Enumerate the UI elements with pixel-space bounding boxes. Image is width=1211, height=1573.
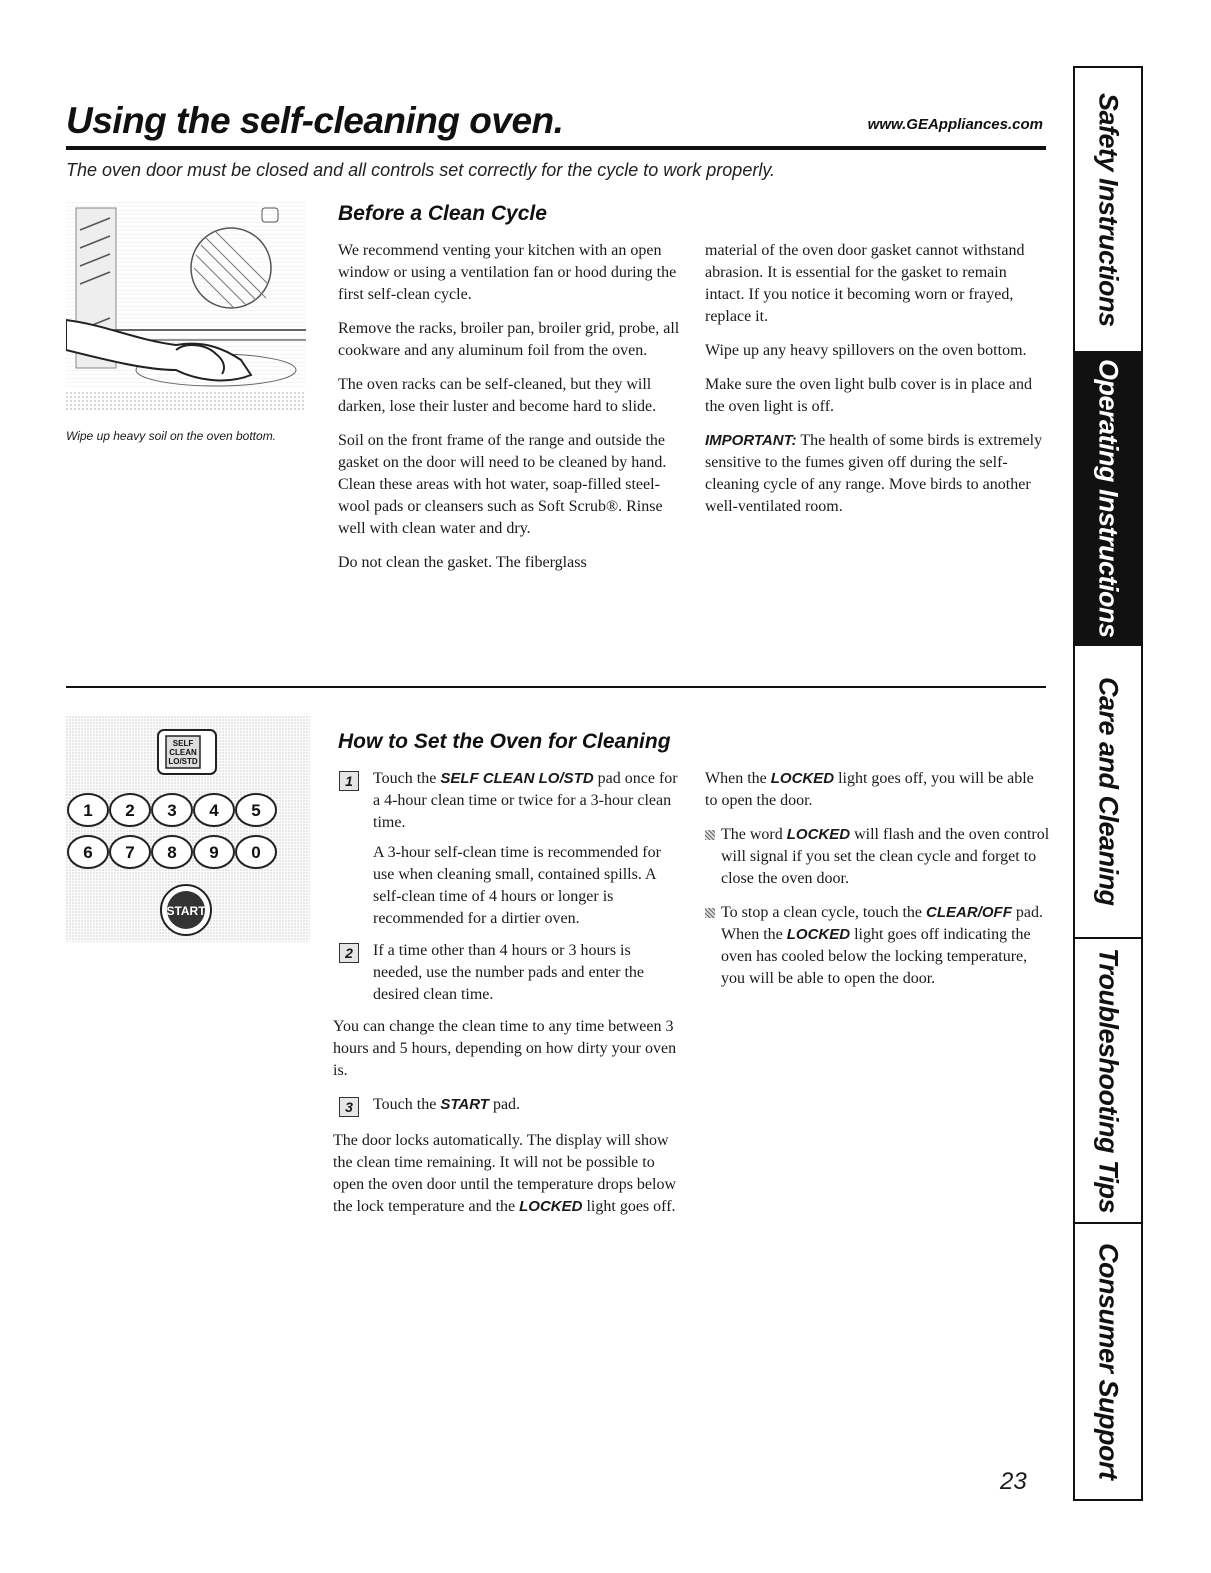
- digit-key-label: 4: [209, 801, 219, 820]
- step-note: A 3-hour self-clean time is recommended for use when cleaning small, contained spills. A self-clean time of 4 hours or longer is recommended for a dirtier oven.: [373, 844, 661, 927]
- tab-label: Consumer Support: [1093, 1243, 1124, 1480]
- section-divider: [66, 686, 1046, 688]
- key-name: LOCKED: [786, 926, 851, 943]
- digit-key: [68, 836, 108, 868]
- paragraph: Wipe up any heavy spillovers on the oven bottom.: [705, 342, 1027, 359]
- key-name: LOCKED: [786, 826, 851, 843]
- key-name: CLEAR/OFF: [926, 904, 1012, 921]
- digit-key-label: 0: [251, 843, 261, 862]
- important-text: The health of some birds is extremely sensitive to the fumes given off during the self-cleaning cycle of any range. Move birds to another well-ventilated room.: [705, 432, 1043, 515]
- digit-key-label: 2: [125, 801, 135, 820]
- oven-interior-illustration: [66, 200, 306, 410]
- before-clean-column-1: [338, 240, 683, 586]
- step-text: pad.: [488, 1096, 521, 1113]
- section-tabs: [1073, 66, 1143, 1501]
- page-subtitle: The oven door must be closed and all controls set correctly for the cycle to work properly.: [66, 160, 775, 180]
- text: The door locks automatically. The display will show the clean time remaining. It will not be possible to open the oven door until the temperature drops below the lock temperature and the: [333, 1132, 677, 1215]
- illustration-caption: Wipe up heavy soil on the oven bottom.: [66, 429, 277, 443]
- tab-safety-instructions[interactable]: [1075, 68, 1141, 353]
- self-clean-key-label: LO/STD: [168, 757, 198, 766]
- key-name: SELF CLEAN LO/STD: [440, 770, 594, 787]
- digit-key: [152, 794, 192, 826]
- bullet-icon: [705, 830, 715, 840]
- step-1: [333, 768, 683, 930]
- important-label: IMPORTANT:: [705, 432, 797, 449]
- digit-key: [194, 836, 234, 868]
- tab-label: Operating Instructions: [1093, 359, 1124, 638]
- step-text: If a time other than 4 hours or 3 hours is needed, use the number pads and enter the desired clean time.: [373, 942, 645, 1003]
- tab-label: Safety Instructions: [1093, 92, 1124, 327]
- text: To stop a clean cycle, touch the: [721, 904, 927, 921]
- tab-operating-instructions[interactable]: [1075, 353, 1141, 646]
- set-oven-column-2: [705, 768, 1050, 1002]
- important-note: [705, 430, 1050, 518]
- self-clean-key: [158, 730, 216, 774]
- digit-key: [110, 836, 150, 868]
- step-number: 1: [339, 771, 359, 791]
- tab-label: Care and Cleaning: [1093, 677, 1124, 906]
- start-key-label: START: [166, 904, 206, 918]
- text: pad. When the: [721, 904, 1043, 943]
- step-2: [333, 940, 683, 1006]
- digit-key: [236, 794, 276, 826]
- tab-troubleshooting-tips[interactable]: [1075, 939, 1141, 1224]
- tab-consumer-support[interactable]: [1075, 1224, 1141, 1499]
- text: The word: [721, 826, 787, 843]
- bullet-item: [705, 902, 1050, 990]
- key-name: START: [440, 1096, 489, 1113]
- text: will flash and the oven control will signal if you set the clean cycle and forget to close the oven door.: [721, 826, 1050, 887]
- digit-key: [236, 836, 276, 868]
- paragraph: You can change the clean time to any time between 3 hours and 5 hours, depending on how dirty your oven is.: [333, 1018, 677, 1079]
- step-3: [333, 1094, 683, 1116]
- paragraph: material of the oven door gasket cannot withstand abrasion. It is essential for the gasket to remain intact. If you notice it becoming worn or frayed, replace it.: [705, 242, 1025, 325]
- paragraph: We recommend venting your kitchen with an open window or using a ventilation fan or hood during the first self-clean cycle.: [338, 242, 677, 303]
- paragraph: The oven racks can be self-cleaned, but they will darken, lose their luster and become hard to slide.: [338, 376, 657, 415]
- step-number: 3: [339, 1097, 359, 1117]
- digit-key: [110, 794, 150, 826]
- set-oven-heading: How to Set the Oven for Cleaning: [338, 730, 671, 753]
- paragraph: Soil on the front frame of the range and outside the gasket on the door will need to be cleaned by hand. Clean these areas with hot water, soap-filled steel-wool pads or cleansers such as Soft Scrub®. Rinse well with clean water and dry.: [338, 432, 667, 537]
- key-name: LOCKED: [519, 1198, 583, 1215]
- paragraph: Do not clean the gasket. The fiberglass: [338, 554, 587, 571]
- text: light goes off indicating the oven has cooled below the locking temperature, you will be able to open the door.: [721, 926, 1031, 987]
- title-divider: [66, 146, 1046, 150]
- page-number: 23: [1000, 1468, 1027, 1495]
- start-key: [161, 885, 211, 935]
- website-url[interactable]: www.GEAppliances.com: [867, 116, 1043, 133]
- text: light goes off, you will be able to open the door.: [705, 770, 1034, 809]
- digit-key-label: 8: [167, 843, 177, 862]
- digit-key-label: 7: [125, 843, 135, 862]
- key-name: LOCKED: [770, 770, 835, 787]
- before-clean-column-2: [705, 240, 1050, 530]
- step-text: Touch the: [373, 1096, 441, 1113]
- tab-care-and-cleaning[interactable]: [1075, 646, 1141, 939]
- bullet-item: [705, 824, 1050, 890]
- digit-key: [152, 836, 192, 868]
- bullet-icon: [705, 908, 715, 918]
- step-number: 2: [339, 943, 359, 963]
- paragraph: Remove the racks, broiler pan, broiler grid, probe, all cookware and any aluminum foil from the oven.: [338, 320, 680, 359]
- page-title: Using the self-cleaning oven.: [66, 100, 564, 141]
- digit-key-label: 5: [251, 801, 261, 820]
- paragraph: [333, 1130, 683, 1218]
- text: light goes off.: [582, 1198, 676, 1215]
- before-clean-heading: Before a Clean Cycle: [338, 202, 547, 225]
- digit-key-label: 9: [209, 843, 219, 862]
- text: When the: [705, 770, 771, 787]
- step-text: pad once for a 4-hour clean time or twice for a 3-hour clean time.: [373, 770, 678, 831]
- paragraph: [705, 768, 1050, 812]
- paragraph: Make sure the oven light bulb cover is in place and the oven light is off.: [705, 376, 1033, 415]
- digit-key-label: 3: [167, 801, 177, 820]
- self-clean-key-label: SELF: [172, 739, 194, 748]
- digit-key-label: 1: [83, 801, 93, 820]
- set-oven-steps: [333, 768, 683, 1230]
- control-keypad-illustration: [66, 716, 310, 942]
- self-clean-key-label: CLEAN: [169, 748, 197, 757]
- digit-key-label: 6: [83, 843, 93, 862]
- tab-label: Troubleshooting Tips: [1093, 948, 1124, 1213]
- digit-key: [194, 794, 234, 826]
- step-text: Touch the: [373, 770, 441, 787]
- digit-key: [68, 794, 108, 826]
